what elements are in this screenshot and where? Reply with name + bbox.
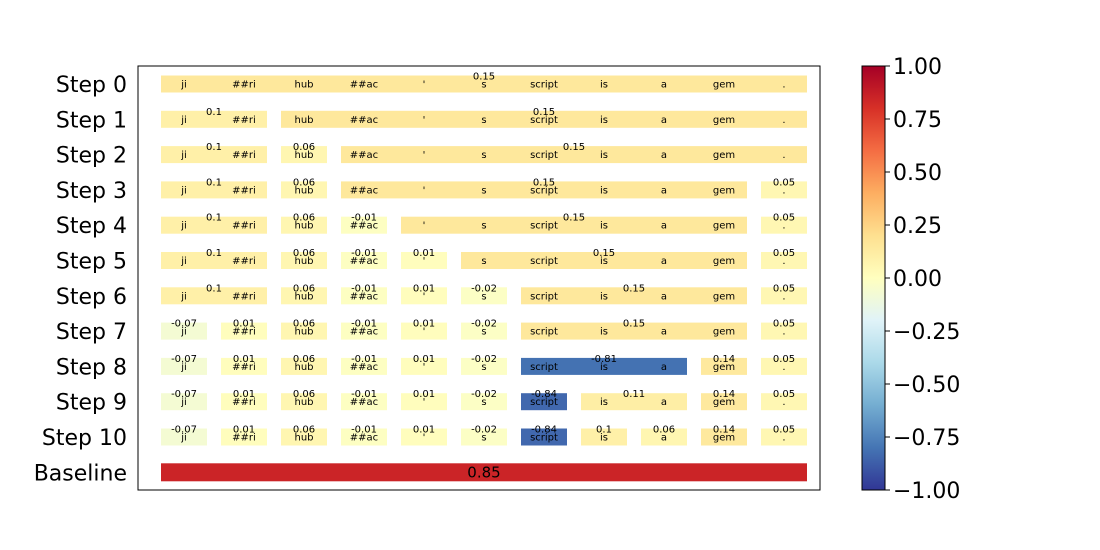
token-label: gem — [712, 256, 736, 267]
segment-value-label: 0.1 — [206, 142, 222, 154]
token-label: ji — [181, 220, 187, 232]
token-label: gem — [712, 432, 736, 444]
segment-value-label: -0.07 — [171, 389, 197, 401]
colorbar-tick-label: −1.00 — [893, 479, 961, 504]
heatmap-row — [56, 283, 807, 310]
row-label: Step 6 — [55, 284, 127, 310]
row-label: Step 9 — [55, 390, 127, 416]
token-label: ##ri — [232, 326, 256, 338]
token-label: ji — [181, 361, 187, 373]
segment-value-label: -0.01 — [351, 353, 377, 365]
token-label: s — [481, 326, 487, 338]
segment-value-label: 0.15 — [592, 248, 616, 259]
token-label: ##ac — [349, 79, 379, 91]
token-label: hub — [294, 185, 314, 197]
token-label: ##ac — [349, 397, 379, 409]
token-label: script — [530, 150, 558, 162]
token-label: ##ri — [232, 150, 256, 162]
token-label: is — [600, 114, 608, 126]
token-label: a — [660, 291, 668, 303]
colorbar-tick-label: −0.50 — [893, 373, 961, 398]
segment-value-label: 0.1 — [596, 424, 612, 436]
heatmap-row — [56, 248, 807, 275]
token-label: gem — [712, 79, 736, 91]
token-label: ##ac — [349, 256, 379, 267]
segment-value-label: 0.01 — [412, 353, 436, 365]
token-label: gem — [712, 150, 736, 162]
token-label: gem — [712, 397, 736, 409]
token-label: ji — [181, 397, 187, 409]
token-label: script — [530, 361, 558, 373]
token-label: . — [782, 220, 786, 232]
colorbar-tick-label: 0.75 — [893, 108, 942, 133]
token-label: a — [660, 114, 668, 126]
row-label: Step 2 — [55, 143, 127, 169]
segment-value-label: 0.14 — [712, 353, 736, 365]
segment-value-label: -0.81 — [591, 353, 617, 365]
segment-value-label: 0.06 — [292, 424, 316, 436]
segment-value-label: -0.02 — [471, 389, 497, 401]
token-label: . — [782, 256, 786, 267]
colorbar-tick-label: −0.25 — [893, 320, 961, 345]
segment-value-label: -0.07 — [171, 424, 197, 436]
token-label: ##ac — [349, 220, 379, 232]
token-label: is — [600, 185, 608, 197]
token-label: gem — [712, 291, 736, 303]
segment-value-label: 0.01 — [232, 318, 256, 330]
token-label: hub — [294, 326, 314, 338]
token-label: ji — [181, 432, 187, 444]
segment-value-label: 0.1 — [206, 106, 222, 118]
token-label: ji — [181, 291, 187, 303]
token-label: hub — [294, 220, 314, 232]
token-label: is — [600, 397, 608, 409]
segment-value-label: -0.01 — [351, 212, 377, 224]
row-label: Step 0 — [55, 73, 127, 98]
row-label: Step 4 — [55, 214, 127, 240]
heatmap-row — [56, 107, 807, 134]
colorbar-gradient — [862, 66, 885, 490]
segment-value-label: 0.05 — [772, 212, 796, 224]
token-label: ##ac — [349, 326, 379, 338]
token-label: . — [782, 397, 786, 409]
token-label: ' — [422, 256, 426, 267]
token-label: is — [600, 291, 608, 303]
segment-value-label: -0.01 — [351, 389, 377, 401]
segment-value-label: 0.14 — [712, 424, 736, 436]
segment-value-label: 0.06 — [292, 212, 316, 224]
token-label: ' — [422, 150, 426, 162]
token-label: ##ri — [232, 114, 256, 126]
token-label: ##ri — [232, 220, 256, 232]
segment-value-label: -0.02 — [471, 283, 497, 295]
segment-value-label: 0.06 — [292, 142, 316, 154]
segment-value-label: 0.01 — [232, 424, 256, 436]
baseline-value-label: 0.85 — [467, 463, 501, 482]
heatmap-row — [56, 177, 807, 204]
token-label: ' — [422, 397, 426, 409]
token-label: script — [530, 220, 558, 232]
token-label: a — [660, 185, 668, 197]
token-label: ji — [181, 256, 187, 267]
segment-value-label: -0.07 — [171, 353, 197, 365]
segment-value-label: 0.01 — [412, 424, 436, 436]
token-label: is — [600, 432, 608, 444]
segment-value-label: -0.02 — [471, 353, 497, 365]
segment-value-label: 0.14 — [712, 389, 736, 401]
token-label: ##ri — [232, 361, 256, 373]
row-label: Step 8 — [55, 355, 127, 381]
token-label: . — [782, 326, 786, 338]
plot-area — [34, 72, 807, 487]
segment-value-label: 0.1 — [206, 248, 222, 259]
row-label: Step 5 — [55, 249, 127, 275]
token-label: hub — [294, 150, 314, 162]
heatmap-row — [56, 142, 807, 169]
token-label: ' — [422, 185, 426, 197]
token-label: ##ac — [349, 291, 379, 303]
token-label: ##ri — [232, 397, 256, 409]
token-label: script — [530, 397, 558, 409]
segment-value-label: 0.11 — [622, 389, 646, 401]
segment-value-label: 0.05 — [772, 353, 796, 365]
token-label: script — [530, 185, 558, 197]
token-label: script — [530, 326, 558, 338]
heatmap-row — [42, 425, 807, 452]
segment-value-label: -0.01 — [351, 248, 377, 259]
token-label: ji — [181, 326, 187, 338]
token-label: a — [660, 79, 668, 91]
token-label: gem — [712, 326, 736, 338]
segment-value-label: 0.05 — [772, 248, 796, 259]
segment-value-label: 0.15 — [622, 318, 646, 330]
token-label: is — [600, 220, 608, 232]
token-label: ##ac — [349, 185, 379, 197]
token-label: a — [660, 432, 668, 444]
segment-value-label: 0.05 — [772, 283, 796, 295]
token-label: hub — [294, 432, 314, 444]
token-label: gem — [712, 185, 736, 197]
token-label: s — [481, 114, 487, 126]
segment-value-label: 0.01 — [232, 389, 256, 401]
token-label: hub — [294, 397, 314, 409]
segment-value-label: 0.15 — [562, 142, 586, 154]
token-label: ji — [181, 114, 187, 126]
segment-value-label: -0.01 — [351, 283, 377, 295]
segment-value-label: 0.01 — [412, 389, 436, 401]
token-label: hub — [294, 291, 314, 303]
heatmap-row — [56, 354, 807, 381]
segment-value-label: 0.06 — [292, 389, 316, 401]
token-label: s — [481, 432, 487, 444]
segment-value-label: 0.01 — [232, 353, 256, 365]
segment-value-label: -0.84 — [531, 424, 557, 436]
colorbar-tick-label: −0.75 — [893, 426, 961, 451]
token-label: s — [481, 397, 487, 409]
token-label: is — [600, 256, 608, 267]
token-label: ji — [181, 150, 187, 162]
token-label: is — [600, 361, 608, 373]
token-label: ' — [422, 326, 426, 338]
colorbar-tick-label: 0.50 — [893, 161, 942, 186]
token-label: script — [530, 432, 558, 444]
segment-value-label: -0.02 — [471, 424, 497, 436]
token-label: hub — [294, 361, 314, 373]
token-label: ##ri — [232, 291, 256, 303]
segment-value-label: 0.01 — [412, 283, 436, 295]
token-label: gem — [712, 220, 736, 232]
token-label: ##ri — [232, 432, 256, 444]
row-label: Baseline — [33, 461, 127, 487]
token-label: script — [530, 114, 558, 126]
segment-value-label: 0.06 — [292, 283, 316, 295]
token-label: . — [782, 185, 786, 197]
segment-value-label: -0.01 — [351, 318, 377, 330]
token-label: ##ri — [232, 79, 256, 91]
row-label: Step 1 — [55, 108, 127, 134]
segment-value-label: -0.84 — [531, 389, 557, 401]
colorbar-tick-label: 1.00 — [893, 55, 942, 80]
segment-value-label: 0.06 — [292, 177, 316, 189]
token-label: is — [600, 79, 608, 91]
segment-value-label: 0.06 — [292, 248, 316, 259]
token-label: s — [481, 256, 487, 267]
heatmap-row — [56, 319, 807, 346]
segment-value-label: 0.15 — [622, 283, 646, 295]
token-label: ji — [181, 185, 187, 197]
token-label: ' — [422, 432, 426, 444]
token-label: ' — [422, 114, 426, 126]
segment-value-label: 0.15 — [532, 106, 556, 118]
token-label: ##ri — [232, 256, 256, 267]
token-label: . — [782, 79, 786, 91]
segment-value-label: 0.05 — [772, 318, 796, 330]
segment-value-label: 0.06 — [292, 353, 316, 365]
row-label: Step 3 — [55, 178, 127, 204]
token-label: s — [481, 291, 487, 303]
token-label: gem — [712, 114, 736, 126]
baseline-row — [34, 461, 807, 486]
colorbar-tick-label: 0.25 — [893, 214, 942, 239]
segment-value-label: 0.01 — [412, 318, 436, 330]
segment-value-label: 0.15 — [532, 177, 556, 189]
segment-value-label: 0.05 — [772, 424, 796, 436]
token-label: script — [530, 79, 558, 91]
colorbar-tick-label: 0.00 — [893, 267, 942, 292]
token-label: ' — [422, 220, 426, 232]
token-label: script — [530, 256, 558, 267]
token-label: . — [782, 291, 786, 303]
token-label: gem — [712, 361, 736, 373]
row-label: Step 7 — [55, 320, 127, 346]
token-label: a — [660, 220, 668, 232]
colorbar — [862, 55, 960, 504]
token-label: s — [481, 79, 487, 91]
token-label: a — [660, 150, 668, 162]
segment-value-label: 0.05 — [772, 177, 796, 189]
token-label: . — [782, 432, 786, 444]
token-label: hub — [294, 79, 314, 91]
token-label: . — [782, 114, 786, 126]
token-label: hub — [294, 114, 314, 126]
segment-value-label: 0.01 — [412, 248, 436, 259]
token-label: ' — [422, 291, 426, 303]
segment-value-label: 0.05 — [772, 389, 796, 401]
segment-value-label: 0.1 — [206, 283, 222, 295]
token-label: ##ac — [349, 114, 379, 126]
token-label: s — [481, 185, 487, 197]
segment-value-label: 0.06 — [652, 424, 676, 436]
token-label: ##ac — [349, 432, 379, 444]
token-label: a — [660, 397, 668, 409]
row-label: Step 10 — [41, 426, 127, 451]
token-label: . — [782, 361, 786, 373]
segment-value-label: 0.1 — [206, 177, 222, 189]
token-label: script — [530, 291, 558, 303]
heatmap-row — [56, 213, 807, 240]
token-label: s — [481, 220, 487, 232]
token-label: ##ac — [349, 361, 379, 373]
segment-value-label: 0.15 — [562, 212, 586, 224]
token-label: is — [600, 326, 608, 338]
token-label: a — [660, 256, 668, 267]
token-label: ##ac — [349, 150, 379, 162]
token-label: hub — [294, 256, 314, 267]
segment-value-label: 0.06 — [292, 318, 316, 330]
segment-value-label: -0.01 — [351, 424, 377, 436]
token-label: ' — [422, 361, 426, 373]
token-label: s — [481, 150, 487, 162]
token-label: is — [600, 150, 608, 162]
heatmap-row — [56, 72, 807, 99]
token-label: a — [660, 326, 668, 338]
token-label: s — [481, 361, 487, 373]
token-label: ##ri — [232, 185, 256, 197]
token-label: ' — [422, 79, 426, 91]
token-label: a — [660, 361, 668, 373]
token-label: . — [782, 150, 786, 162]
heatmap-row — [56, 389, 807, 416]
token-label: ji — [181, 79, 187, 91]
segment-value-label: -0.07 — [171, 318, 197, 330]
segment-value-label: -0.02 — [471, 318, 497, 330]
segment-value-label: 0.15 — [472, 71, 496, 83]
segment-value-label: 0.1 — [206, 212, 222, 224]
